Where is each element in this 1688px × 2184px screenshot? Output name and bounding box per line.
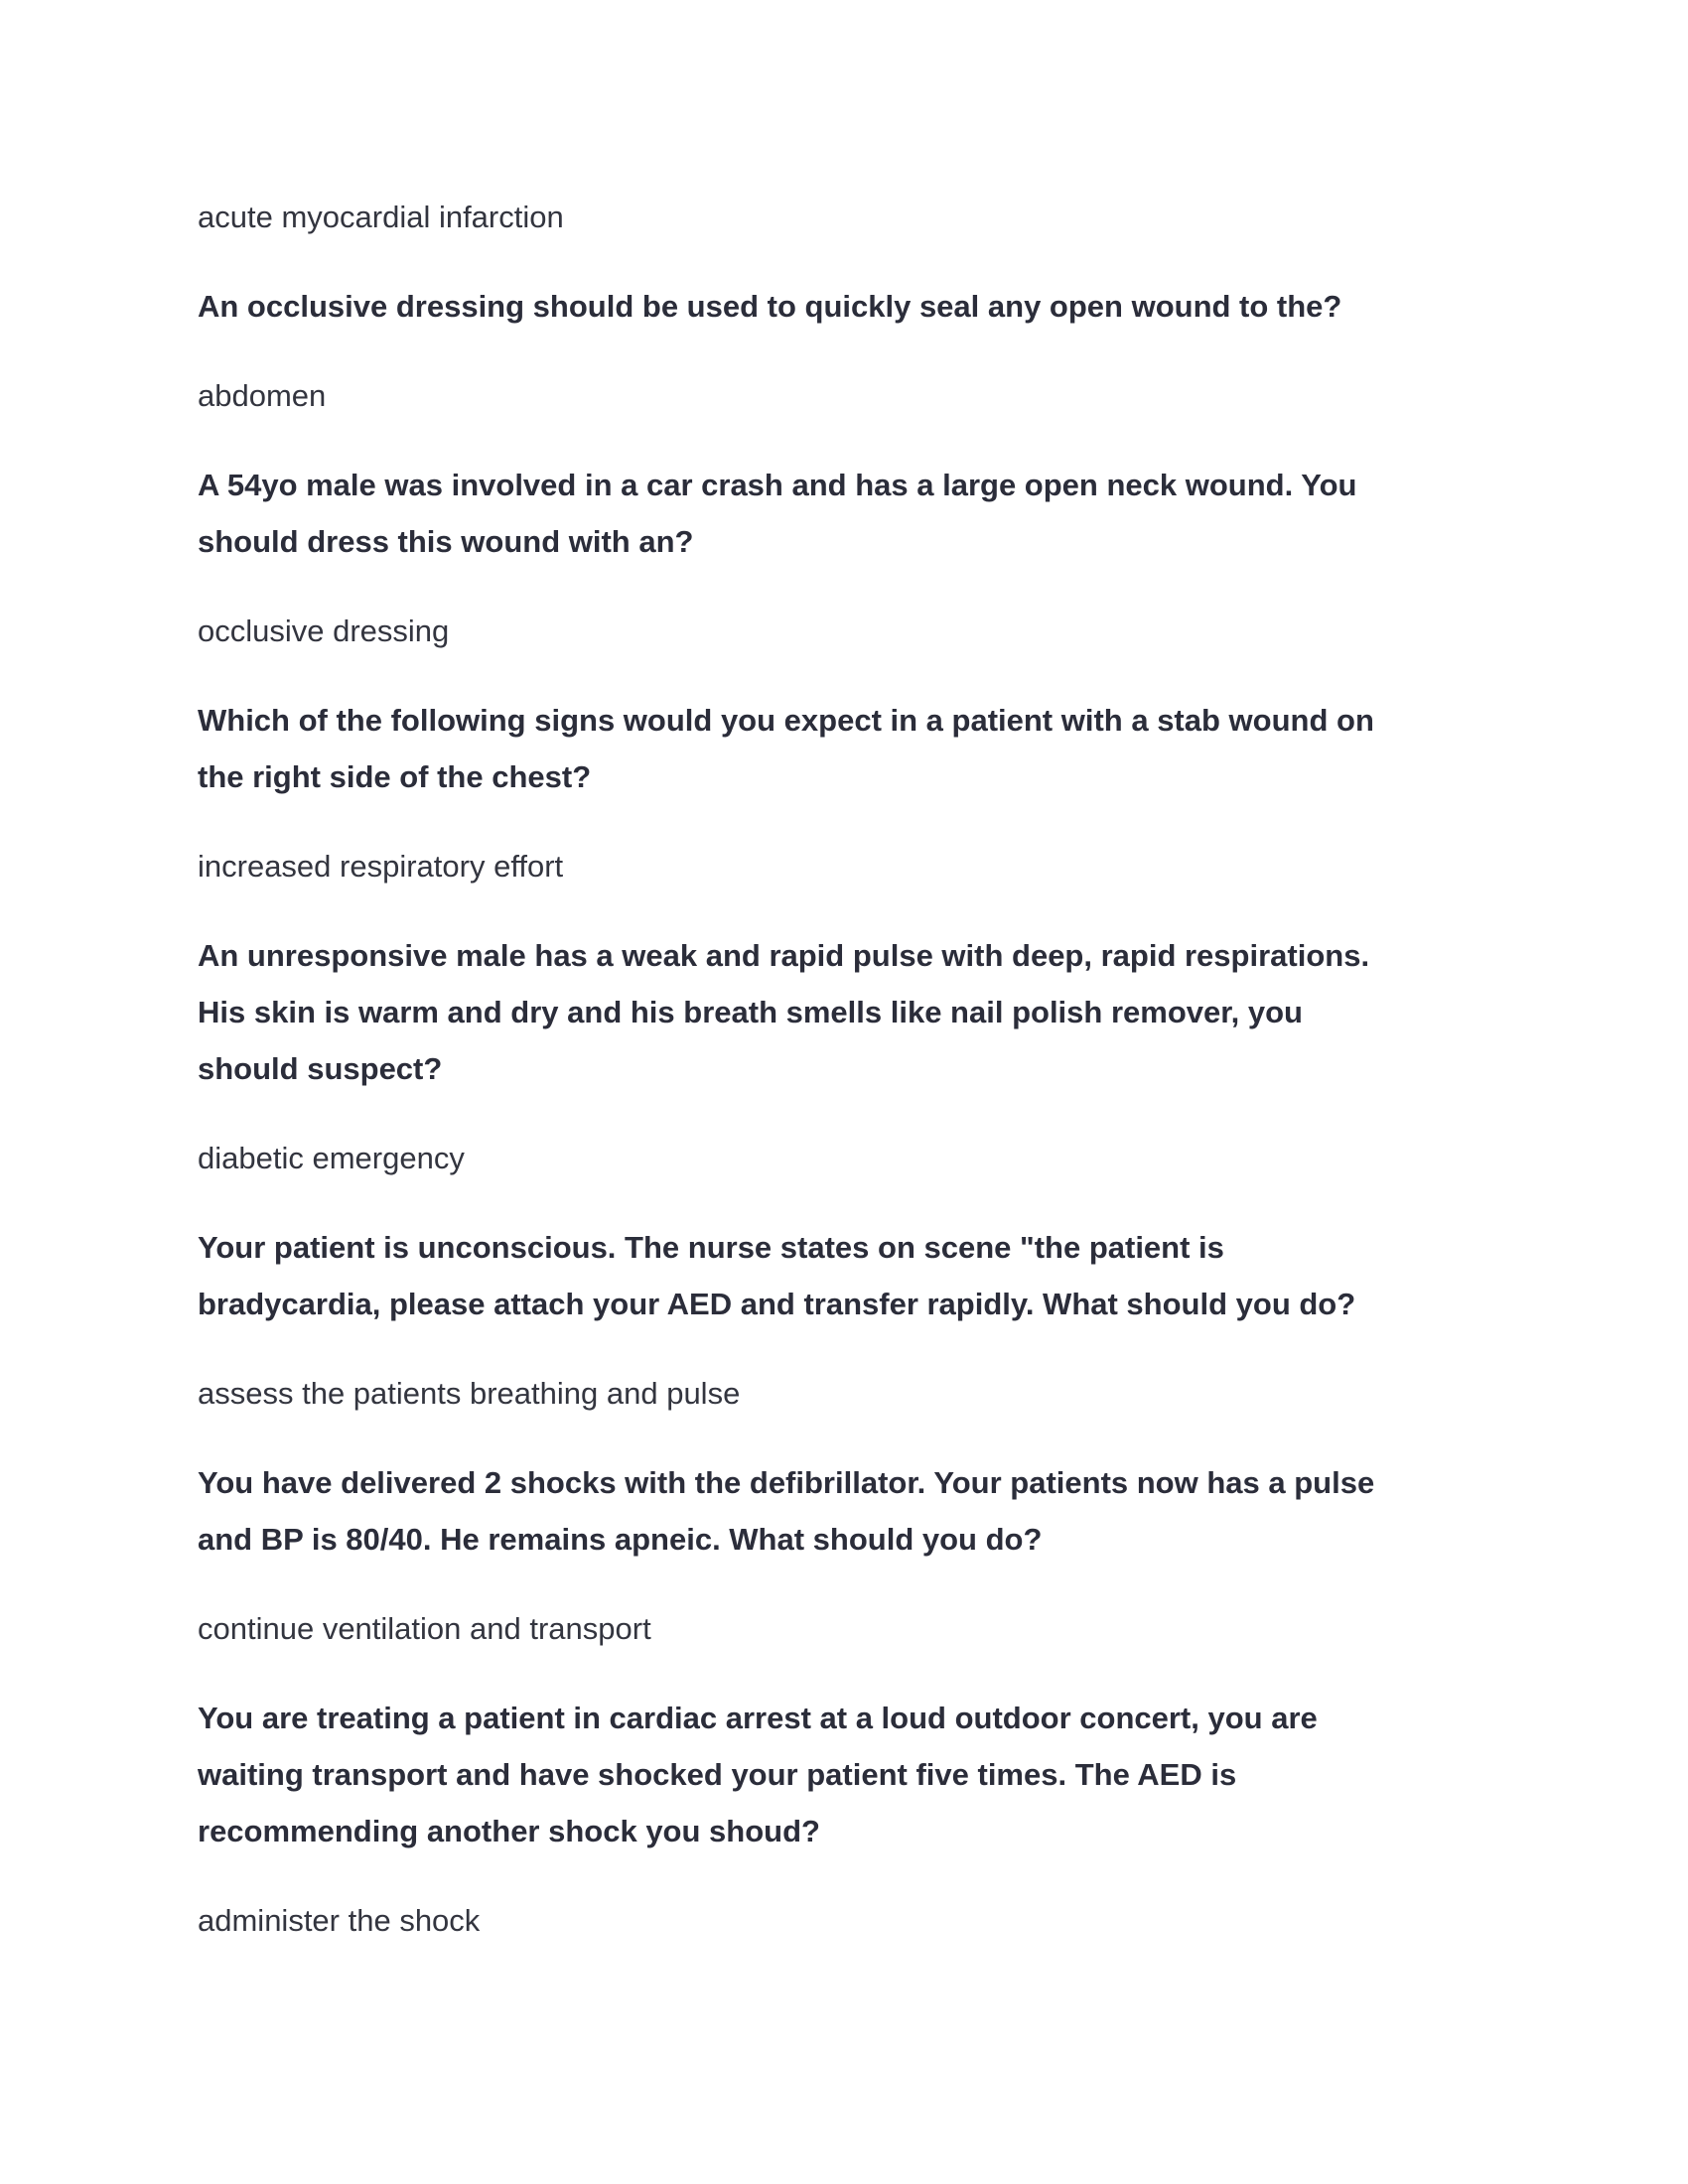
answer-text (198, 1600, 1508, 1657)
text-line: You have delivered 2 shocks with the defibrillator. Your patients now has a pulse (198, 1465, 1375, 1500)
answer-text (198, 367, 1508, 424)
text-line: waiting transport and have shocked your patient five times. The AED is (198, 1757, 1237, 1792)
document-body (198, 189, 1508, 1981)
text-line: occlusive dressing (198, 614, 450, 648)
question-text (198, 927, 1508, 1097)
text-line: should dress this wound with an? (198, 524, 694, 559)
text-line: assess the patients breathing and pulse (198, 1376, 741, 1411)
question-text (198, 278, 1508, 335)
text-line: You are treating a patient in cardiac arrest at a loud outdoor concert, you are (198, 1701, 1318, 1735)
answer-text (198, 603, 1508, 659)
text-line: administer the shock (198, 1903, 481, 1938)
text-line: An occlusive dressing should be used to quickly seal any open wound to the? (198, 289, 1342, 324)
text-line: should suspect? (198, 1051, 443, 1086)
question-text (198, 1219, 1508, 1332)
answer-text (198, 1892, 1508, 1949)
text-line: continue ventilation and transport (198, 1611, 651, 1646)
answer-text (198, 1130, 1508, 1186)
text-line: and BP is 80/40. He remains apneic. What should you do? (198, 1522, 1043, 1557)
answer-text (198, 189, 1508, 245)
text-line: bradycardia, please attach your AED and transfer rapidly. What should you do? (198, 1287, 1356, 1321)
question-text (198, 1454, 1508, 1568)
text-line: Which of the following signs would you expect in a patient with a stab wound on (198, 703, 1374, 738)
question-text (198, 1690, 1508, 1859)
text-line: diabetic emergency (198, 1141, 465, 1175)
text-line: Your patient is unconscious. The nurse states on scene "the patient is (198, 1230, 1224, 1265)
text-line: increased respiratory effort (198, 849, 564, 884)
text-line: acute myocardial infarction (198, 200, 564, 234)
text-line: His skin is warm and dry and his breath smells like nail polish remover, you (198, 995, 1303, 1029)
text-line: recommending another shock you shoud? (198, 1814, 820, 1848)
text-line: abdomen (198, 378, 327, 413)
text-line: An unresponsive male has a weak and rapid pulse with deep, rapid respirations. (198, 938, 1370, 973)
answer-text (198, 838, 1508, 894)
text-line: A 54yo male was involved in a car crash and has a large open neck wound. You (198, 468, 1357, 502)
question-text (198, 457, 1508, 570)
question-text (198, 692, 1508, 805)
answer-text (198, 1365, 1508, 1422)
text-line: the right side of the chest? (198, 759, 592, 794)
